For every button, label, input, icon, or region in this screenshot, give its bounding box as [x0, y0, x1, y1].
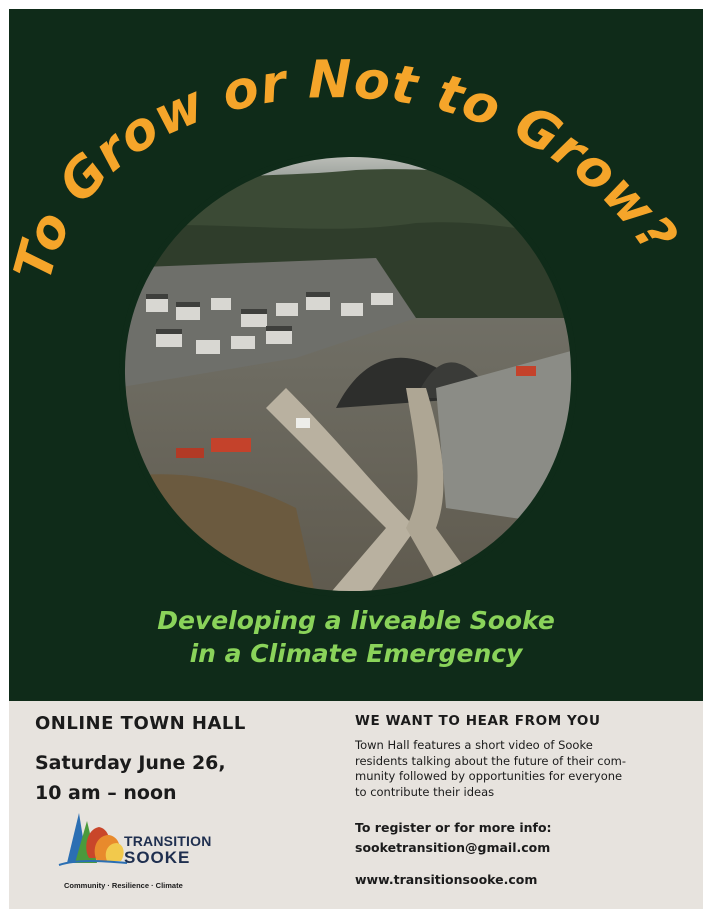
website-url: www.transitionsooke.com [355, 872, 538, 887]
event-date: Saturday June 26, [35, 752, 226, 774]
logo-tagline: Community · Resilience · Climate [64, 881, 183, 890]
description-line: Town Hall features a short video of Sooke [355, 738, 593, 752]
contact-email: sooketransition@gmail.com [355, 840, 551, 855]
tree-logo-icon [53, 803, 133, 873]
logo-line-2: SOOKE [124, 848, 191, 867]
transition-sooke-logo [53, 803, 213, 903]
event-time: 10 am – noon [35, 782, 177, 804]
logo-line-1: TRANSITION [124, 833, 212, 849]
hero-panel [3, 9, 703, 701]
info-description [355, 738, 685, 800]
subtitle-line-1: Developing a liveable Sooke [157, 606, 555, 635]
description-line: to contribute their ideas [355, 784, 495, 799]
info-heading: WE WANT TO HEAR FROM YOU [355, 713, 601, 729]
subtitle-line-2: in a Climate Emergency [189, 639, 523, 668]
aerial-photo [116, 148, 582, 598]
poster-title-text: To Grow or Not to Grow? [3, 49, 689, 288]
description-line: residents talking about the future of their com- [355, 753, 627, 768]
register-label: To register or for more info: [355, 820, 552, 835]
event-type: ONLINE TOWN HALL [35, 713, 246, 734]
subtitle [9, 604, 703, 670]
description-line: munity followed by opportunities for everyone [355, 769, 623, 783]
info-panel [9, 701, 703, 909]
photo-graphic [116, 148, 582, 598]
